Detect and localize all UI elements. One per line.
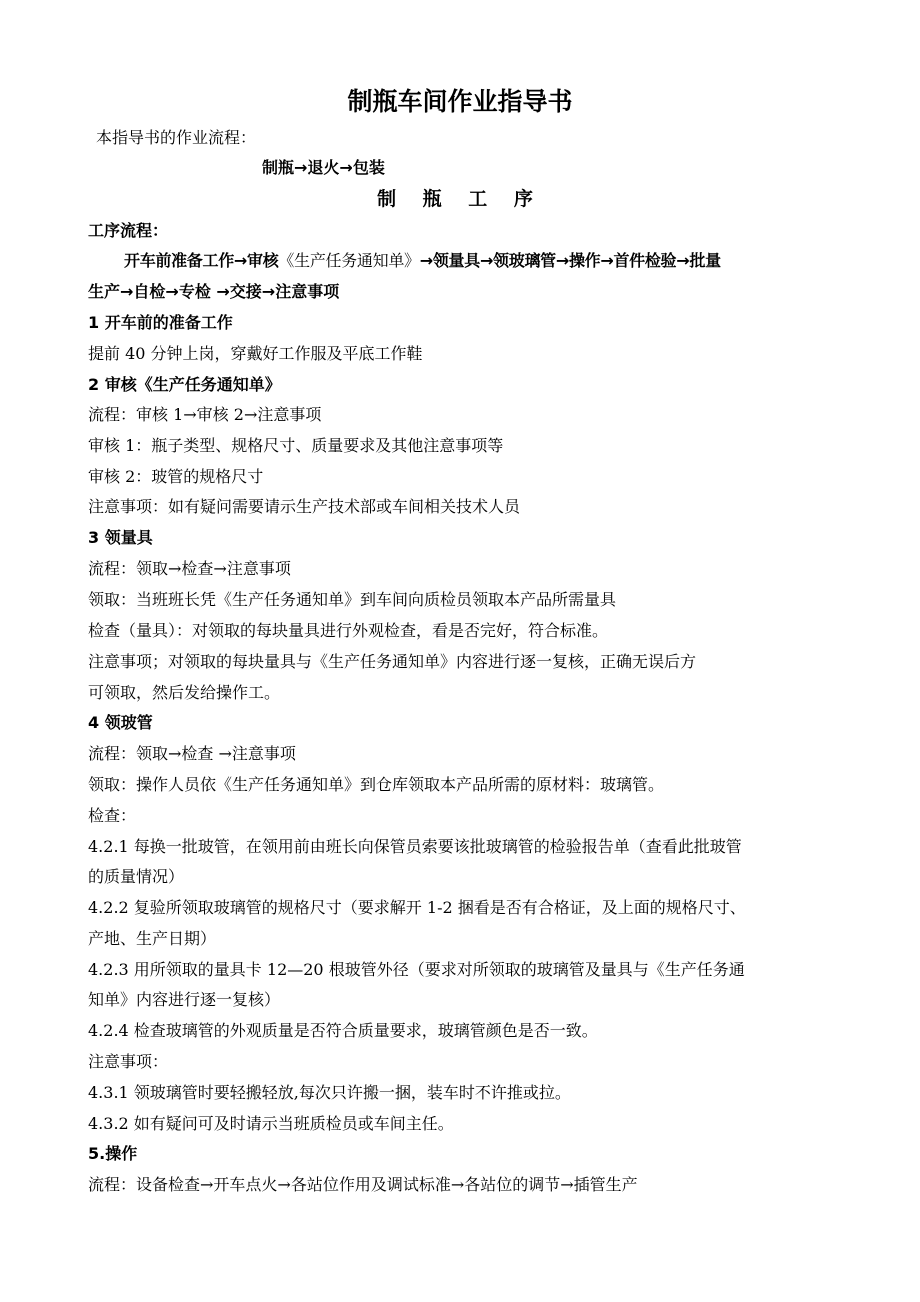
- section-5-flow: 流程：设备检查→开车点火→各站位作用及调试标准→各站位的调节→插管生产: [88, 1175, 638, 1194]
- process-flow-line1: [124, 251, 860, 271]
- section-2-flow: 流程：审核 1→审核 2→注意事项: [88, 405, 322, 424]
- section-3-collect: 领取：当班班长凭《生产任务通知单》到车间向质检员领取本产品所需量具: [88, 590, 617, 609]
- section-4-note-label: 注意事项：: [88, 1052, 169, 1071]
- section-title: 制 瓶 工 序: [377, 188, 543, 210]
- section-5-heading: 5.操作: [88, 1144, 138, 1163]
- process-flow-part-b: 《生产任务通知单》: [278, 251, 420, 270]
- process-flow-part-c: →领量具→领玻璃管→操作→首件检验→批量: [419, 251, 721, 270]
- section-3-flow: 流程：领取→检查→注意事项: [88, 559, 291, 578]
- section-3-note-line1: 注意事项；对领取的每块量具与《生产任务通知单》内容进行逐一复核，正确无误后方: [88, 652, 697, 671]
- section-3-heading: 3 领量具: [88, 528, 153, 547]
- section-2-review1: 审核 1：瓶子类型、规格尺寸、质量要求及其他注意事项等: [88, 436, 504, 455]
- process-flow-part-a: 开车前准备工作→审核: [124, 251, 279, 270]
- section-4-collect: 领取：操作人员依《生产任务通知单》到仓库领取本产品所需的原材料：玻璃管。: [88, 775, 665, 794]
- section-4-422-line2: 产地、生产日期）: [88, 929, 217, 948]
- section-3-note-line2: 可领取，然后发给操作工。: [88, 683, 281, 702]
- section-4-432: 4.3.2 如有疑问可及时请示当班质检员或车间主任。: [88, 1114, 454, 1133]
- page-title: 制瓶车间作业指导书: [347, 87, 573, 116]
- section-4-421-line1: 4.2.1 每换一批玻管，在领用前由班长向保管员索要该批玻璃管的检验报告单（查看此批玻管: [88, 837, 742, 856]
- section-4-424: 4.2.4 检查玻璃管的外观质量是否符合质量要求，玻璃管颜色是否一致。: [88, 1021, 598, 1040]
- section-4-431: 4.3.1 领玻璃管时要轻搬轻放,每次只许搬一捆，装车时不许推或拉。: [88, 1083, 571, 1102]
- section-3-check: 检查（量具）：对领取的每块量具进行外观检查，看是否完好，符合标准。: [88, 621, 609, 640]
- section-1-text: 提前 40 分钟上岗，穿戴好工作服及平底工作鞋: [88, 344, 423, 363]
- process-flow-line2: 生产→自检→专检 →交接→注意事项: [88, 282, 340, 301]
- section-4-422-line1: 4.2.2 复验所领取玻璃管的规格尺寸（要求解开 1-2 捆看是否有合格证，及上面的规格尺寸、: [88, 898, 746, 917]
- section-1-heading: 1 开车前的准备工作: [88, 313, 233, 332]
- intro-flow: 制瓶→退火→包装: [262, 158, 385, 177]
- section-2-heading: 2 审核《生产任务通知单》: [88, 375, 281, 394]
- section-4-423-line1: 4.2.3 用所领取的量具卡 12—20 根玻管外径（要求对所领取的玻璃管及量具与《生产任务通: [88, 960, 745, 979]
- intro-label: 本指导书的作业流程：: [96, 128, 257, 147]
- section-4-421-line2: 的质量情况）: [88, 867, 185, 886]
- process-label: 工序流程：: [88, 221, 169, 240]
- section-2-review2: 审核 2：玻管的规格尺寸: [88, 467, 264, 486]
- section-2-note: 注意事项：如有疑问需要请示生产技术部或车间相关技术人员: [88, 497, 521, 516]
- section-4-flow: 流程：领取→检查 →注意事项: [88, 744, 296, 763]
- section-4-check-label: 检查：: [88, 806, 137, 825]
- section-4-423-line2: 知单》内容进行逐一复核）: [88, 990, 281, 1009]
- section-4-heading: 4 领玻管: [88, 713, 153, 732]
